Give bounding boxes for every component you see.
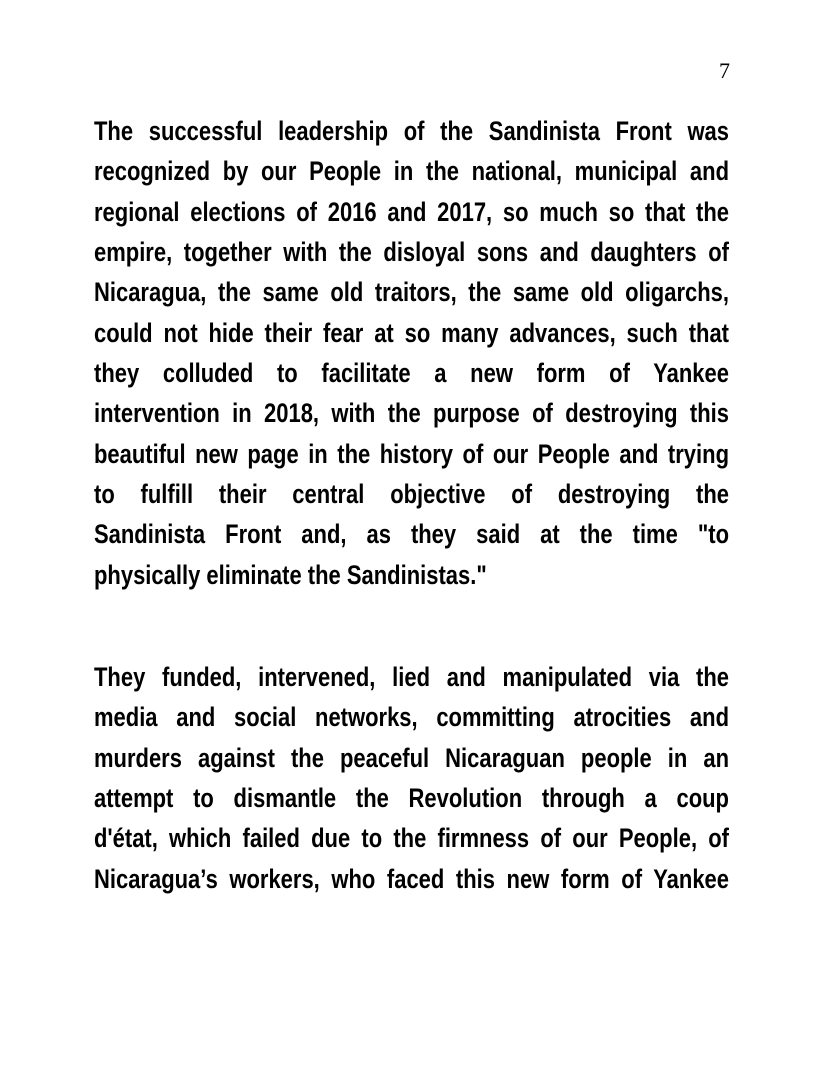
text-line: regional elections of 2016 and 2017, so much so that the <box>94 196 729 227</box>
text-line: media and social networks, committing atrocities and <box>94 702 729 733</box>
text-line: physically eliminate the Sandinistas." <box>94 559 487 590</box>
text-line: attempt to dismantle the Revolution through a coup <box>94 782 729 813</box>
text-line: Nicaragua, the same old traitors, the same old oligarchs, <box>94 277 729 308</box>
text-line: They funded, intervened, lied and manipulated via the <box>94 662 729 692</box>
text-line: Sandinista Front and, as they said at the time "to <box>94 519 729 550</box>
text-line: to fulfill their central objective of destroying the <box>94 478 729 509</box>
paragraph-2 <box>94 657 729 899</box>
page-number: 7 <box>719 58 730 83</box>
text-line: Nicaragua’s workers, who faced this new form of Yankee <box>94 863 729 894</box>
text-line: beautiful new page in the history of our People and trying <box>94 438 729 469</box>
text-line: intervention in 2018, with the purpose of destroying this <box>94 398 729 429</box>
paragraph-1 <box>94 111 729 595</box>
text-line: recognized by our People in the national, municipal and <box>94 156 729 187</box>
text-line: d'état, which failed due to the firmness of our People, of <box>94 823 729 854</box>
text-line: empire, together with the disloyal sons and daughters of <box>94 236 729 267</box>
text-line: The successful leadership of the Sandinista Front was <box>94 116 729 146</box>
text-line: could not hide their fear at so many advances, such that <box>94 317 729 348</box>
text-line: murders against the peaceful Nicaraguan people in an <box>94 742 729 773</box>
text-line: they colluded to facilitate a new form of Yankee <box>94 357 729 388</box>
